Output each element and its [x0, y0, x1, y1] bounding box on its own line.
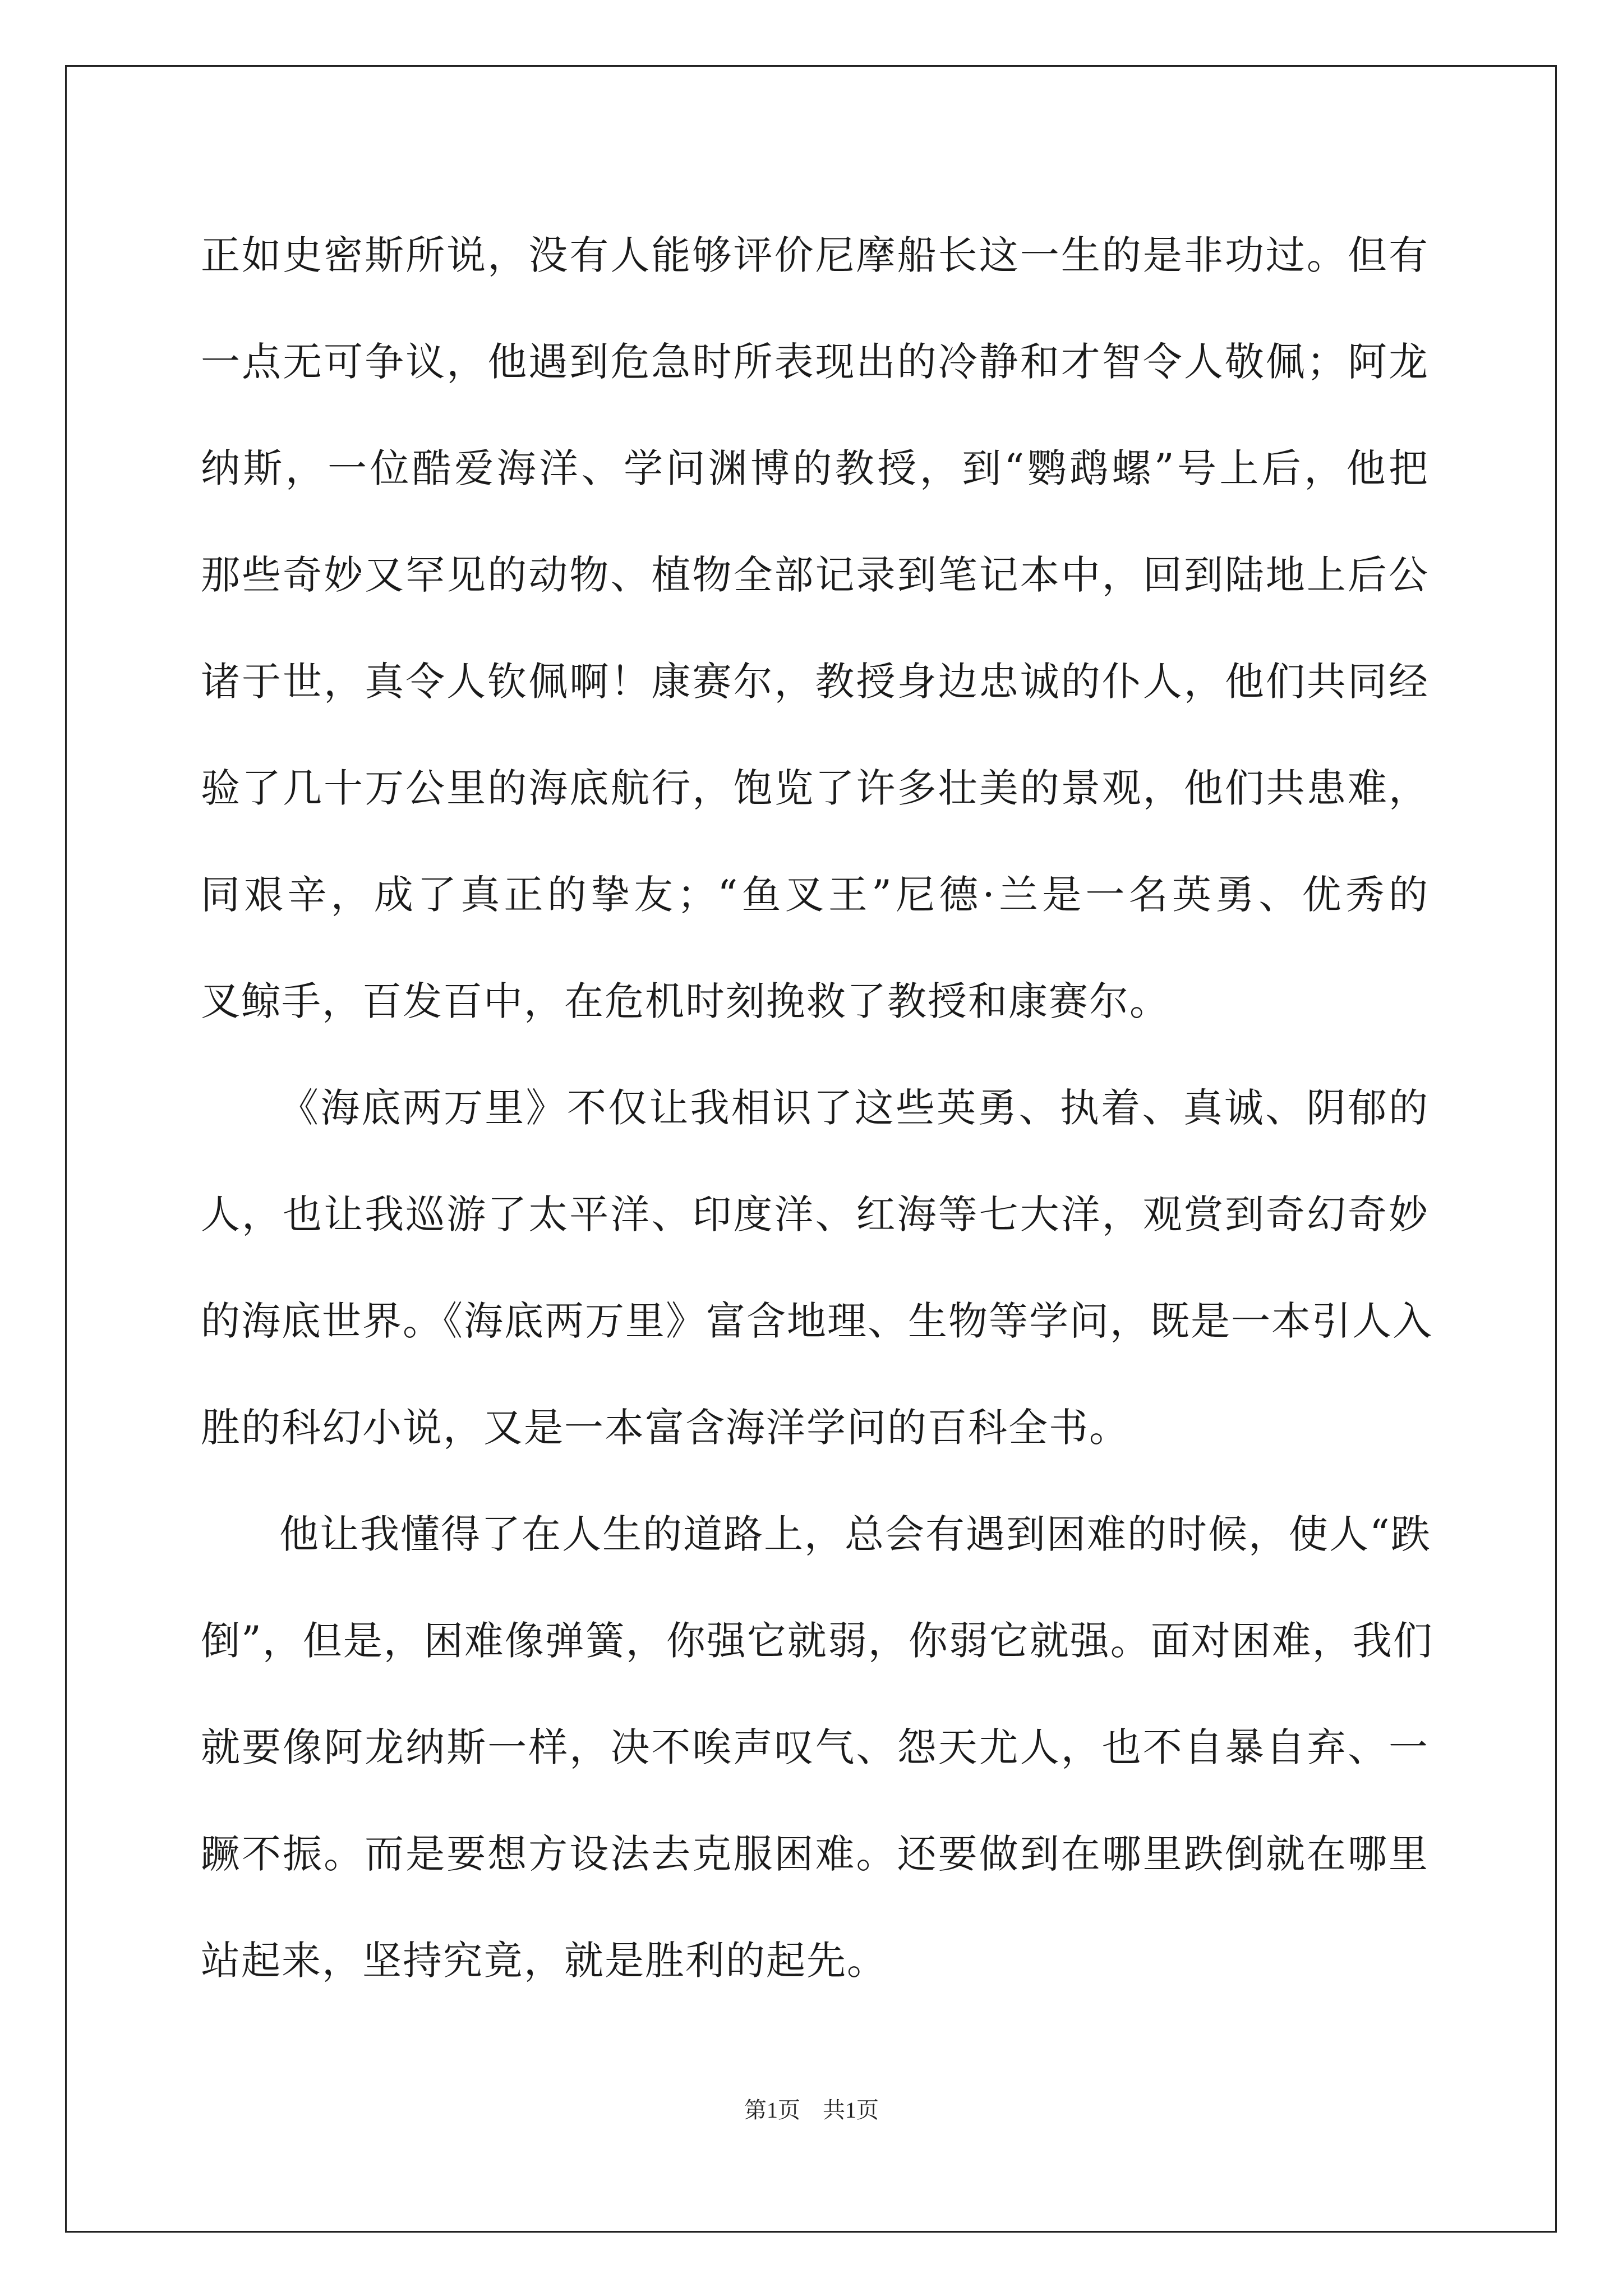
- text-line: 蹶不振。而是要想方设法去克服困难。还要做到在哪里跌倒就在哪里: [201, 1831, 1429, 1877]
- text-line: 同艰辛，成了真正的挚友；“鱼叉王”尼德·兰是一名英勇、优秀的: [201, 872, 1429, 918]
- paragraph-1: [201, 202, 1429, 1055]
- text-line: 就要像阿龙纳斯一样，决不唉声叹气、怨天尤人，也不自暴自弃、一: [201, 1724, 1429, 1770]
- text-line: 一点无可争议，他遇到危急时所表现出的冷静和才智令人敬佩；阿龙: [201, 339, 1429, 385]
- text-line: 诸于世，真令人钦佩啊！康赛尔，教授身边忠诚的仆人，他们共同经: [201, 659, 1429, 705]
- text-line: 叉鲸手，百发百中，在危机时刻挽救了教授和康赛尔。: [201, 978, 1170, 1024]
- page-number-label: 第1页 共1页: [744, 2097, 879, 2123]
- text-line: 那些奇妙又罕见的动物、植物全部记录到笔记本中，回到陆地上后公: [201, 552, 1429, 598]
- text-line: 胜的科幻小说，又是一本富含海洋学问的百科全书。: [201, 1405, 1129, 1451]
- paragraph-2: [201, 1055, 1433, 1481]
- text-line: 站起来，坚持究竟，就是胜利的起先。: [201, 1938, 887, 1984]
- text-line: 《海底两万里》不仅让我相识了这些英勇、执着、真诚、阴郁的: [279, 1085, 1429, 1131]
- text-line: 验了几十万公里的海底航行，饱览了许多壮美的景观，他们共患难，: [201, 765, 1429, 811]
- text-line: 纳斯，一位酷爱海洋、学问渊博的教授，到“鹦鹉螺”号上后，他把: [201, 445, 1429, 491]
- paragraph-3: [201, 1481, 1433, 2014]
- text-line: 他让我懂得了在人生的道路上，总会有遇到困难的时候，使人“跌: [279, 1511, 1431, 1557]
- text-line: 的海底世界。《海底两万里》富含地理、生物等学问，既是一本引人入: [201, 1298, 1433, 1344]
- document-body: [201, 202, 1433, 2014]
- page-footer: [0, 2092, 1623, 2124]
- text-line: 正如史密斯所说，没有人能够评价尼摩船长这一生的是非功过。但有: [201, 232, 1429, 278]
- text-line: 倒”，但是，困难像弹簧，你强它就弱，你弱它就强。面对困难，我们: [201, 1618, 1433, 1664]
- text-line: 人，也让我巡游了太平洋、印度洋、红海等七大洋，观赏到奇幻奇妙: [201, 1191, 1429, 1237]
